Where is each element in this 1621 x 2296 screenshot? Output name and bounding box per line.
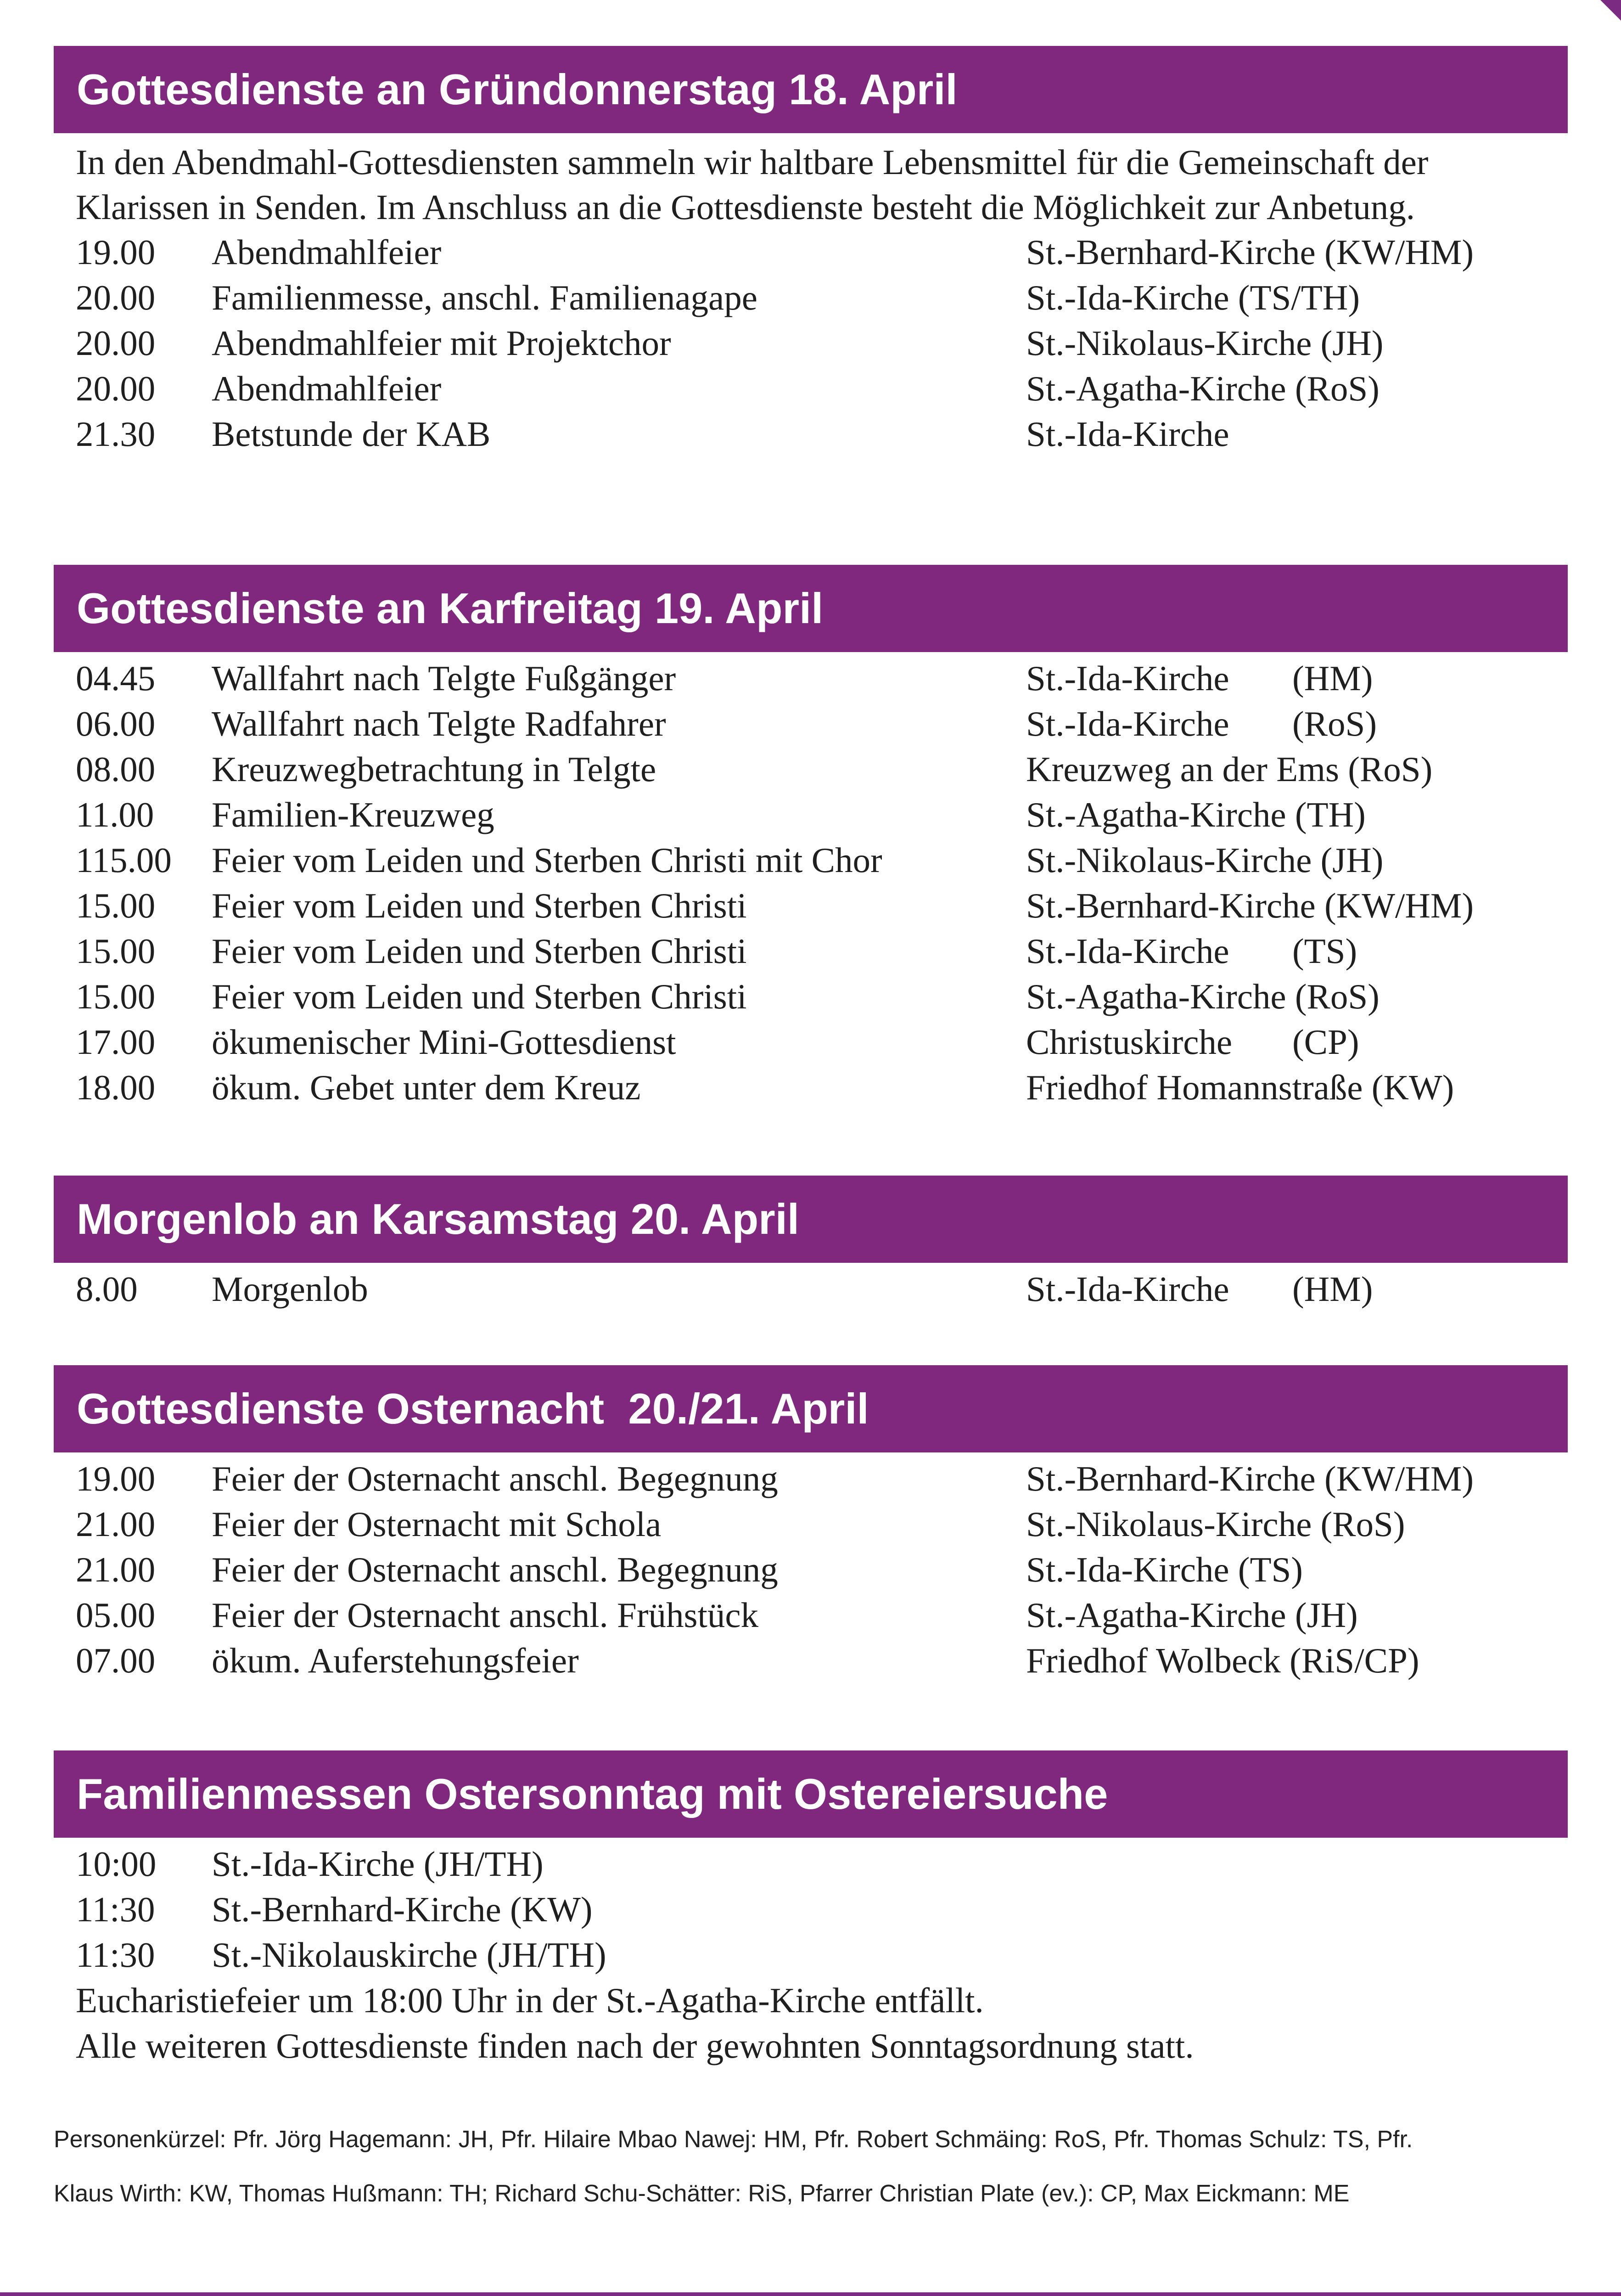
row-time: 11:30 <box>76 1890 155 1929</box>
section-title: Gottesdienste an Gründonnerstag 18. April <box>54 46 1568 133</box>
row-celebrant: (TS) <box>1292 931 1357 971</box>
schedule-row <box>76 1547 1568 1593</box>
row-description: Familienmesse, anschl. Familienagape <box>212 278 757 317</box>
schedule-row <box>76 411 1568 457</box>
row-description: Feier vom Leiden und Sterben Christi <box>212 886 747 925</box>
corner-triangle <box>1600 0 1621 21</box>
row-time: 11.00 <box>76 795 154 834</box>
row-description: Feier der Osternacht anschl. Begegnung <box>212 1459 778 1498</box>
schedule-row <box>76 1456 1568 1502</box>
row-time: 10:00 <box>76 1844 157 1884</box>
note-line <box>76 2023 1568 2069</box>
row-time: 18.00 <box>76 1068 156 1107</box>
section-gruendonnerstag <box>54 46 1568 457</box>
row-location: St.-Agatha-Kirche (TH) <box>1026 795 1366 834</box>
row-time: 8.00 <box>76 1269 138 1309</box>
note-line <box>76 1978 1568 2023</box>
row-location: Christuskirche <box>1026 1022 1233 1062</box>
row-description: Morgenlob <box>212 1269 368 1309</box>
row-description: Wallfahrt nach Telgte Fußgänger <box>212 658 676 698</box>
row-description: Feier vom Leiden und Sterben Christi <box>212 977 747 1016</box>
row-description: Abendmahlfeier mit Projektchor <box>212 323 671 363</box>
section-title: Morgenlob an Karsamstag 20. April <box>54 1176 1568 1263</box>
row-location: St.-Ida-Kirche <box>1026 704 1229 743</box>
row-time: 06.00 <box>76 704 156 743</box>
row-description: Feier der Osternacht anschl. Frühstück <box>212 1595 759 1635</box>
row-time: 17.00 <box>76 1022 156 1062</box>
row-time: 115.00 <box>76 840 172 880</box>
schedule-row <box>76 366 1568 411</box>
row-description: Feier der Osternacht anschl. Begegnung <box>212 1550 778 1589</box>
schedule-row <box>76 275 1568 321</box>
row-location: Kreuzweg an der Ems (RoS) <box>1026 749 1433 789</box>
row-celebrant: (HM) <box>1292 658 1373 698</box>
schedule-list <box>54 1456 1568 1683</box>
row-time: 21.30 <box>76 414 156 454</box>
schedule-row <box>76 1841 1568 1887</box>
row-location: St.-Ida-Kirche (TS) <box>1026 1550 1303 1589</box>
section-karsamstag <box>54 1176 1568 1312</box>
row-time: 20.00 <box>76 278 156 317</box>
schedule-row <box>76 656 1568 701</box>
schedule-row <box>76 929 1568 974</box>
schedule-row <box>76 1502 1568 1547</box>
row-location: St.-Ida-Kirche (TS/TH) <box>1026 278 1360 317</box>
row-description: ökum. Gebet unter dem Kreuz <box>212 1068 641 1107</box>
row-location: St.-Ida-Kirche <box>1026 658 1229 698</box>
row-location: St.-Ida-Kirche <box>1026 931 1229 971</box>
footer-line: Personenkürzel: Pfr. Jörg Hagemann: JH, Pfr. Hilaire Mbao Nawej: HM, Pfr. Robert Schmäing: RoS, Pfr. Thomas Schulz: TS, Pfr. <box>54 2126 1413 2153</box>
schedule-list <box>54 1266 1568 1312</box>
row-description: Abendmahlfeier <box>212 369 442 408</box>
schedule-row <box>76 1932 1568 1978</box>
row-description: Abendmahlfeier <box>212 232 442 272</box>
section-ostersonntag <box>54 1750 1568 2069</box>
row-time: 21.00 <box>76 1504 156 1544</box>
row-description: Feier der Osternacht mit Schola <box>212 1504 662 1544</box>
section-title: Familienmessen Ostersonntag mit Ostereiersuche <box>54 1750 1568 1838</box>
row-location: St.-Bernhard-Kirche (KW/HM) <box>1026 886 1474 925</box>
row-time: 15.00 <box>76 886 156 925</box>
row-time: 08.00 <box>76 749 156 789</box>
section-title: Gottesdienste an Karfreitag 19. April <box>54 565 1568 652</box>
section-karfreitag <box>54 565 1568 1110</box>
schedule-row <box>76 974 1568 1019</box>
row-location: St.-Ida-Kirche <box>1026 414 1229 454</box>
row-time: 19.00 <box>76 232 156 272</box>
row-time: 11:30 <box>76 1935 155 1975</box>
row-description: ökum. Auferstehungsfeier <box>212 1641 579 1680</box>
row-location: St.-Ida-Kirche <box>1026 1269 1229 1309</box>
row-time: 19.00 <box>76 1459 156 1498</box>
row-description: Familien-Kreuzweg <box>212 795 494 834</box>
schedule-list <box>54 1841 1568 2069</box>
schedule-row <box>76 1019 1568 1065</box>
row-location: Friedhof Wolbeck (RiS/CP) <box>1026 1641 1419 1680</box>
schedule-row <box>76 1266 1568 1312</box>
schedule-row <box>76 321 1568 366</box>
schedule-row <box>76 1638 1568 1683</box>
footer-line: Klaus Wirth: KW, Thomas Hußmann: TH; Richard Schu-Schätter: RiS, Pfarrer Christian Plate (ev.): CP, Max Eickmann: ME <box>54 2180 1350 2207</box>
row-time: 05.00 <box>76 1595 156 1635</box>
row-celebrant: (HM) <box>1292 1269 1373 1309</box>
schedule-list <box>54 656 1568 1110</box>
abbreviations-footer <box>54 2112 1578 2221</box>
row-location: St.-Bernhard-Kirche (KW) <box>212 1890 593 1929</box>
row-location: St.-Nikolauskirche (JH/TH) <box>212 1935 606 1975</box>
row-location: St.-Bernhard-Kirche (KW/HM) <box>1026 232 1474 272</box>
row-time: 20.00 <box>76 369 156 408</box>
row-location: St.-Nikolaus-Kirche (RoS) <box>1026 1504 1405 1544</box>
schedule-row <box>76 747 1568 792</box>
schedule-row <box>76 883 1568 929</box>
row-location: St.-Agatha-Kirche (RoS) <box>1026 369 1380 408</box>
row-time: 15.00 <box>76 931 156 971</box>
note-text: Eucharistiefeier um 18:00 Uhr in der St.-Agatha-Kirche entfällt. <box>76 1981 984 2020</box>
schedule-row <box>76 792 1568 838</box>
row-description: Wallfahrt nach Telgte Radfahrer <box>212 704 666 743</box>
row-location: St.-Bernhard-Kirche (KW/HM) <box>1026 1459 1474 1498</box>
section-intro: In den Abendmahl-Gottesdiensten sammeln wir haltbare Lebensmittel für die Gemeinschaft der Klarissen in Senden. Im Anschluss an die Gottesdienste besteht die Möglichkeit zur Anbetung. <box>76 142 1429 227</box>
note-text: Alle weiteren Gottesdienste finden nach der gewohnten Sonntagsordnung statt. <box>76 2026 1194 2065</box>
schedule-row <box>76 1887 1568 1932</box>
schedule-row <box>76 1593 1568 1638</box>
row-location: Friedhof Homannstraße (KW) <box>1026 1068 1454 1107</box>
row-time: 04.45 <box>76 658 156 698</box>
bottom-accent-bar <box>0 2292 1621 2296</box>
schedule-row <box>76 230 1568 275</box>
section-osternacht <box>54 1365 1568 1683</box>
row-location: St.-Agatha-Kirche (RoS) <box>1026 977 1380 1016</box>
schedule-row <box>76 1065 1568 1110</box>
row-description: Feier vom Leiden und Sterben Christi mit Chor <box>212 840 882 880</box>
row-description: Feier vom Leiden und Sterben Christi <box>212 931 747 971</box>
row-description: ökumenischer Mini-Gottesdienst <box>212 1022 676 1062</box>
row-time: 07.00 <box>76 1641 156 1680</box>
section-title: Gottesdienste Osternacht 20./21. April <box>54 1365 1568 1452</box>
row-time: 15.00 <box>76 977 156 1016</box>
row-time: 21.00 <box>76 1550 156 1589</box>
row-location: St.-Agatha-Kirche (JH) <box>1026 1595 1358 1635</box>
schedule-row <box>76 838 1568 883</box>
row-description: Kreuzwegbetrachtung in Telgte <box>212 749 656 789</box>
row-celebrant: (CP) <box>1292 1022 1359 1062</box>
row-celebrant: (RoS) <box>1292 704 1377 743</box>
row-location: St.-Ida-Kirche (JH/TH) <box>212 1844 544 1884</box>
row-description: Betstunde der KAB <box>212 414 491 454</box>
row-location: St.-Nikolaus-Kirche (JH) <box>1026 840 1384 880</box>
schedule-list <box>54 230 1568 457</box>
row-time: 20.00 <box>76 323 156 363</box>
schedule-row <box>76 701 1568 747</box>
row-location: St.-Nikolaus-Kirche (JH) <box>1026 323 1384 363</box>
